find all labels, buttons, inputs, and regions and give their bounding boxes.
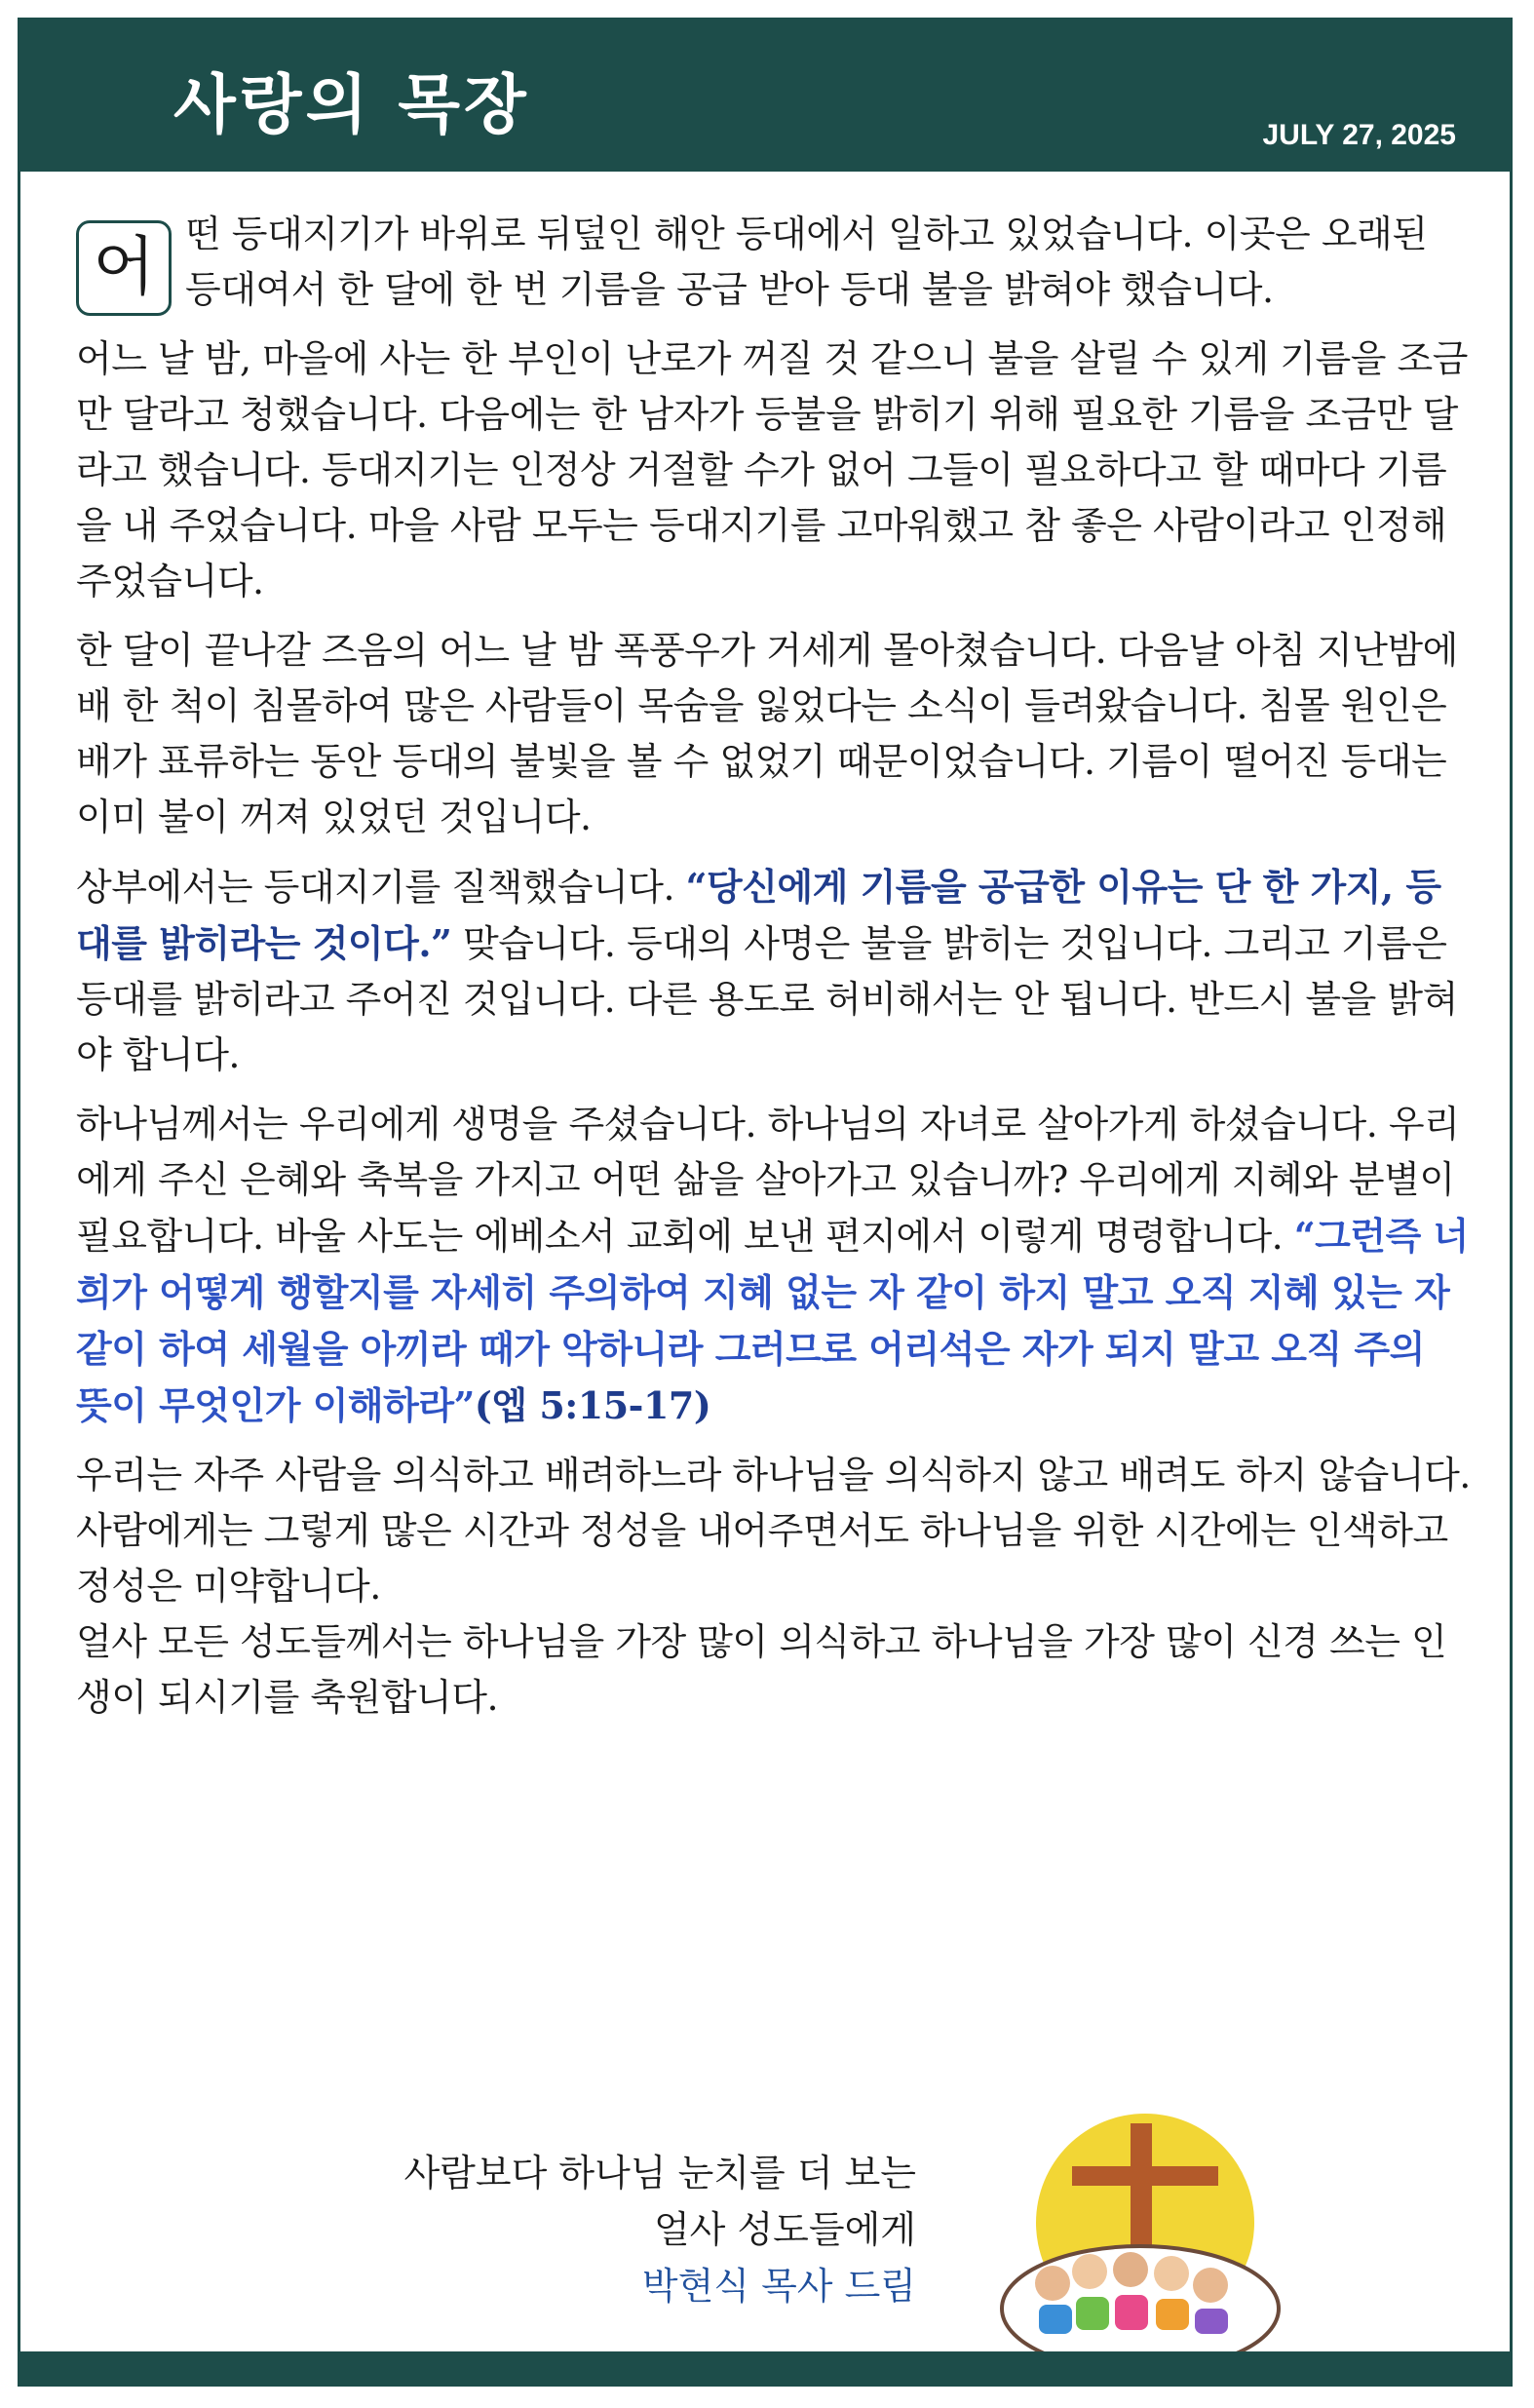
face-2 — [1072, 2254, 1107, 2289]
p6-line-2: 얼사 모든 성도들께서는 하나님을 가장 많이 의식하고 하나님을 가장 많이 신경 쓰는 인생이 되시기를 축원합니다. — [76, 1620, 1447, 1719]
p4-text-before: 상부에서는 등대지기를 질책했습니다. — [76, 866, 686, 909]
signoff-line-1: 사람보다 하나님 눈치를 더 보는 — [403, 2152, 916, 2194]
p4-quote: “당신에게 기름을 공급한 이유는 단 한 가지, 등대를 밝히라는 것이다.” — [76, 865, 1441, 965]
scripture-reference: (엡 5:15-17) — [474, 1383, 711, 1427]
issue-date: JULY 27, 2025 — [1262, 119, 1456, 151]
paragraph-3: 한 달이 끝나갈 즈음의 어느 날 밤 폭풍우가 거세게 몰아쳤습니다. 다음날 아침 지난밤에 배 한 척이 침몰하여 많은 사람들이 목숨을 잃었다는 소식이 들려왔습니다. 침몰 원인은 배가 표류하는 동안 등대의 불빛을 볼 수 없었기 때문이었습니다. 기름이 떨어진 등대는 이미 불이 꺼져 있었던 것입니다. — [76, 629, 1458, 838]
p6-line-1: 우리는 자주 사람을 의식하고 배려하느라 하나님을 의식하지 않고 배려도 하지 않습니다. 사람에게는 그렇게 많은 시간과 정성을 내어주면서도 하나님을 위한 시간에는 인색하고 정성은 미약합니다. — [76, 1454, 1471, 1608]
face-1 — [1035, 2266, 1070, 2301]
body-green — [1076, 2297, 1109, 2330]
face-5 — [1193, 2268, 1228, 2303]
drop-cap: 어 — [76, 220, 172, 316]
paragraph-4 — [76, 859, 1472, 1083]
article-body — [76, 207, 1472, 1739]
paragraph-6 — [76, 1448, 1472, 1726]
signoff-line-2: 얼사 성도들에게 — [653, 2208, 916, 2251]
face-4 — [1154, 2256, 1189, 2291]
header-bar — [18, 18, 1513, 172]
pastor-signature: 박현식 목사 드림 — [641, 2265, 916, 2308]
cross-horizontal — [1072, 2166, 1218, 2186]
footer-bar — [18, 2351, 1513, 2387]
body-orange — [1156, 2299, 1189, 2330]
p5-text-before: 하나님께서는 우리에게 생명을 주셨습니다. 하나님의 자녀로 살아가게 하셨습니다. 우리에게 주신 은혜와 축복을 가지고 어떤 삶을 살아가고 있습니까? 우리에게 지혜와 분별이 필요합니다. 바울 사도는 에베소서 교회에 보낸 편지에서 이렇게 명령합니다. — [76, 1103, 1460, 1258]
body-pink — [1115, 2295, 1148, 2330]
paragraph-5 — [76, 1097, 1472, 1434]
page-title: 사랑의 목장 — [173, 67, 530, 142]
p4-text-after: 맞습니다. 등대의 사명은 불을 밝히는 것입니다. 그리고 기름은 등대를 밝히라고 주어진 것입니다. 다른 용도로 허비해서는 안 됩니다. 반드시 불을 밝혀야 합니다. — [76, 922, 1458, 1076]
body-blue — [1039, 2305, 1072, 2334]
scripture-quote: “그런즉 너희가 어떻게 행할지를 자세히 주의하여 지혜 없는 자 같이 하지 말고 오직 지혜 있는 자 같이 하여 세월을 아끼라 때가 악하니라 그러므로 어리석은 자가 되지 말고 오직 주의 뜻이 무엇인가 이해하라” — [76, 1214, 1469, 1427]
paragraph-2: 어느 날 밤, 마을에 사는 한 부인이 난로가 꺼질 것 같으니 불을 살릴 수 있게 기름을 조금만 달라고 청했습니다. 다음에는 한 남자가 등불을 밝히기 위해 필요한 기름을 조금만 달라고 했습니다. 등대지기는 인정상 거절할 수가 없어 그들이 필요하다고 할 때마다 기름을 내 주었습니다. 마을 사람 모두는 등대지기를 고마워했고 참 좋은 사람이라고 인정해주었습니다. — [76, 337, 1468, 602]
intro-text: 떤 등대지기가 바위로 뒤덮인 해안 등대에서 일하고 있었습니다. 이곳은 오래된 등대여서 한 달에 한 번 기름을 공급 받아 등대 불을 밝혀야 했습니다. — [185, 213, 1428, 311]
body-purple — [1195, 2309, 1228, 2334]
paragraph-intro — [76, 207, 1472, 318]
signoff — [292, 2145, 916, 2314]
face-3 — [1113, 2252, 1148, 2287]
cross-embrace-illustration-icon — [984, 2106, 1296, 2379]
